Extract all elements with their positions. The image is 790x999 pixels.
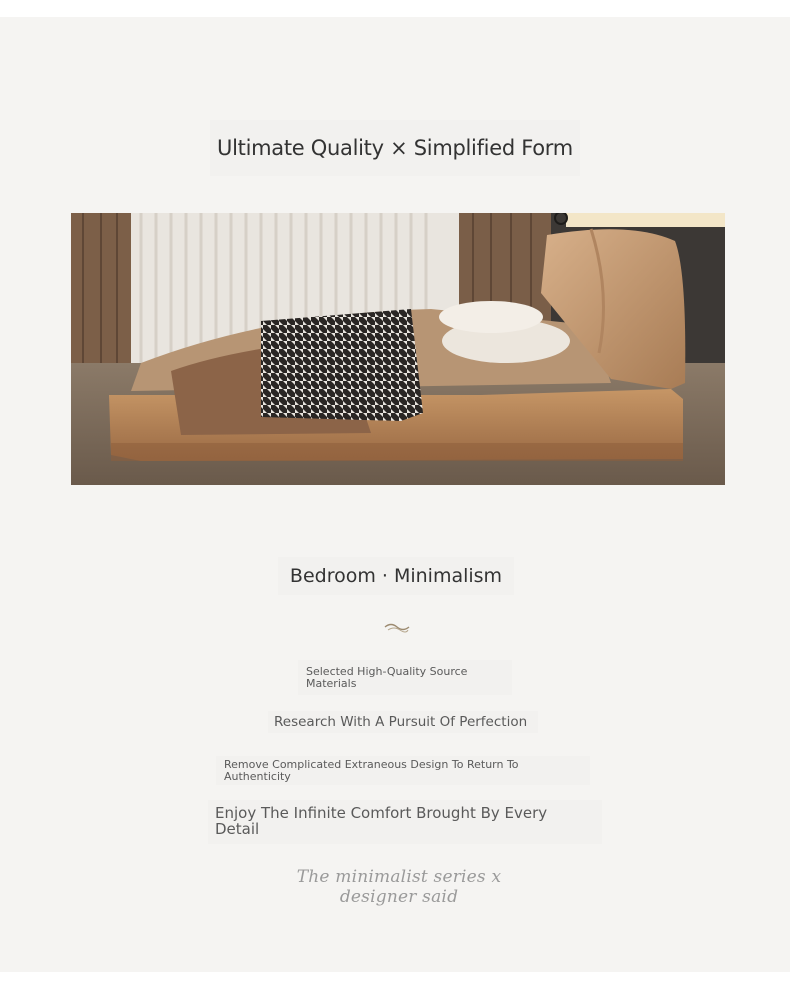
product-detail-panel xyxy=(0,17,790,972)
feature-item: Enjoy The Infinite Comfort Brought By Every Detail xyxy=(208,800,602,844)
headline-banner xyxy=(210,120,580,176)
feature-item: Selected High-Quality Source Materials xyxy=(298,660,512,695)
wave-ornament-icon xyxy=(384,620,410,634)
page-title: Ultimate Quality × Simplified Form xyxy=(217,136,573,160)
designer-signature: The minimalist series x designer said xyxy=(296,867,502,907)
feature-item: Remove Complicated Extraneous Design To Return To Authenticity xyxy=(216,756,590,785)
section-heading: Bedroom · Minimalism xyxy=(289,565,503,587)
bed-product-photo xyxy=(71,213,725,485)
feature-item: Research With A Pursuit Of Perfection xyxy=(268,711,538,733)
section-heading-banner xyxy=(278,557,514,595)
